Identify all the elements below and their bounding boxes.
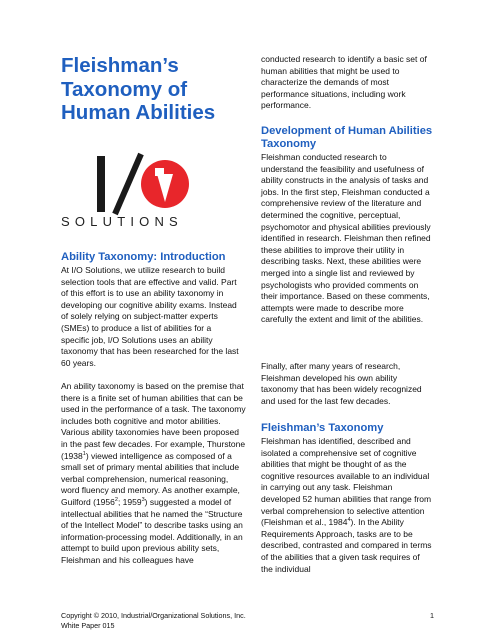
footnote-ref: 3 xyxy=(141,497,145,504)
logo-i-bar xyxy=(97,156,105,212)
logo-text: SOLUTIONS xyxy=(61,214,183,229)
footnote-ref: 4 xyxy=(347,517,351,524)
continued-paragraph: conducted research to identify a basic set of human abilities that might be used to characterize the demands of most performance situations, including work performance. xyxy=(261,54,427,111)
intro-paragraph-2: An ability taxonomy is based on the premise that there is a finite set of human abilities that can be used in the performance of a task. The taxonomy includes both cognitive and motor abilities. Various ability taxonomies have been proposed in the past few decades. For example, Thurstone (1938$^1$) viewed intelligence as composed of a small set of primary mental abilities that include verbal comprehension, numerical reasoning, word fluency and memory. As another example, Guilford (1956$^2$; 1959$^3$) suggested a model of intellectual abilities that he named the “Structure of the Intellect Model” to describe tasks using an information-processing model. Additionally, in an attempt to build upon previous ability sets, Fleishman and his colleagues have xyxy=(61,381,246,565)
document-title: Fleishman’s Taxonomy of Human Abilities xyxy=(61,54,216,124)
footer xyxy=(61,611,431,630)
page-number: 1 xyxy=(430,611,434,620)
logo-o-dot xyxy=(155,168,164,176)
development-paragraph-1: Fleishman conducted research to understand the feasibility and usefulness of ability constructs in the analysis of tasks and jobs. In the first step, Fleishman conducted a comprehensive review of the literature and determined the cognitive, perceptual, psychomotor and physical abilities previously identified in research. Fleishman then refined these abilities to improve their utility in describing tasks. Next, these abilities were merged into a single list and reviewed by psychologists who provided comments on their importance. Based on these comments, attempts were made to describe more carefully the extent and limit of the abilities. xyxy=(261,152,431,325)
section-heading-introduction: Ability Taxonomy: Introduction xyxy=(61,251,226,263)
section-heading-development: Development of Human Abilities Taxonomy xyxy=(261,125,433,150)
development-paragraph-2: Finally, after many years of research, Fleishman developed his own ability taxonomy that has been widely recognized and used for the last few decades. xyxy=(261,361,422,406)
copyright-line: Copyright © 2010, Industrial/Organizational Solutions, Inc. xyxy=(61,611,246,620)
footnote-ref: 1 xyxy=(82,450,86,457)
taxonomy-paragraph: Fleishman has identified, described and isolated a comprehensive set of cognitive abilities that might be thought of as the cognitive resources available to an individual in carrying out any task. Fleishman developed 52 human abilities that range from verbal comprehension to selective attention (Fleishman et al., 1984$^4$). In the Ability Requirements Approach, tasks are to be described, contrasted and compared in terms of the abilities that a given task requires of the individual xyxy=(261,436,432,574)
white-paper-number: White Paper 015 xyxy=(61,620,115,630)
intro-paragraph-1: At I/O Solutions, we utilize research to build selection tools that are effective and valid. Part of this effort is to use an ability taxonomy in developing our cognitive ability exams. Instead of solely relying on subject-matter experts (SMEs) to produce a list of abilities for a specific job, I/O Solutions uses an ability taxonomy that has been researched for the last 60 years. xyxy=(61,265,239,368)
section-heading-taxonomy: Fleishman’s Taxonomy xyxy=(261,422,384,434)
footnote-ref: 2 xyxy=(114,497,118,504)
logo-slash xyxy=(115,154,141,214)
